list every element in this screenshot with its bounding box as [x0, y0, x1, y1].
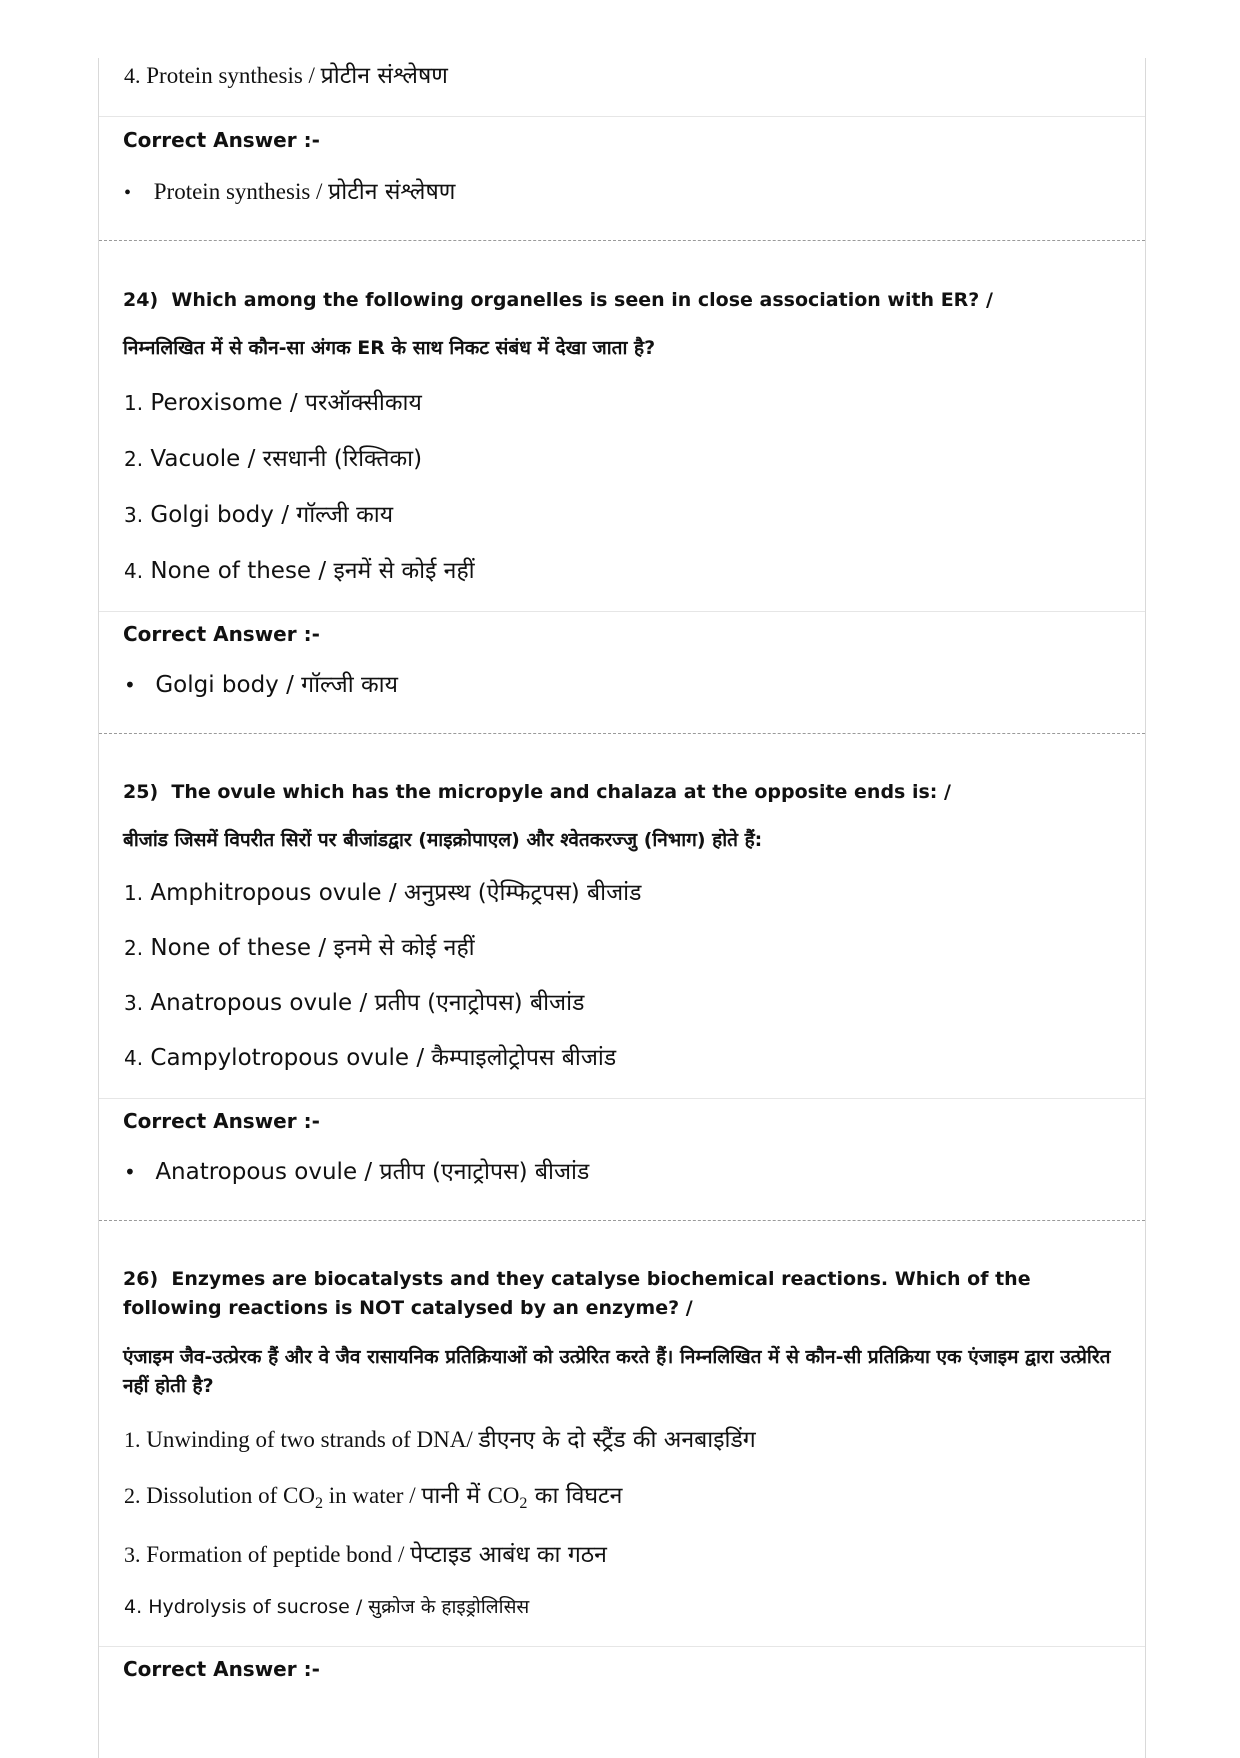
question-25-text-hi: बीजांड जिसमें विपरीत सिरों पर बीजांडद्वार (माइक्रोपाएल) और श्वेतकरज्जु (निभाग) होते हैं: [123, 829, 763, 851]
correct-answer-label: Correct Answer :- [123, 1657, 320, 1681]
prev-option-4: 4. Protein synthesis / प्रोटीन संश्लेषण [124, 63, 448, 89]
question-26-text-hi: एंजाइम जैव-उत्प्रेरक हैं और वे जैव रासायनिक प्रतिक्रियाओं को उत्प्रेरित करते हैं। निम्नलिखित में से कौन-सी प्रतिक्रिया एक एंजाइम द्वारा उत्प्रेरित नहीं होती है? [123, 1346, 1111, 1397]
question-25-text-en: 25) The ovule which has the micropyle and chalaza at the opposite ends is: / [123, 781, 951, 803]
q26-option-3: 3. Formation of peptide bond / पेप्टाइड आबंध का गठन [124, 1542, 607, 1568]
question-24-text-hi: निम्नलिखित में से कौन-सा अंगक ER के साथ निकट संबंध में देखा जाता है? [123, 337, 656, 359]
divider [99, 116, 1145, 117]
q26-option-4: 4. Hydrolysis of sucrose / सुक्रोज के हाइड्रोलिसिस [124, 1596, 530, 1618]
question-divider [99, 1220, 1145, 1221]
correct-answer-label: Correct Answer :- [123, 128, 320, 152]
question-divider [99, 240, 1145, 241]
q25-option-4: 4. Campylotropous ovule / कैम्पाइलोट्रोपस बीजांड [124, 1045, 617, 1071]
q25-option-3: 3. Anatropous ovule / प्रतीप (एनाट्रोपस) बीजांड [124, 990, 585, 1016]
q26-option-2: 2. Dissolution of $CO_2$ in water / पानी में $CO_2$ का विघटन [124, 1483, 623, 1512]
correct-answer-label: Correct Answer :- [123, 622, 320, 646]
q25-option-1: 1. Amphitropous ovule / अनुप्रस्थ (ऐम्फिट्रपस) बीजांड [124, 880, 642, 906]
bullet-icon: • [124, 1160, 136, 1184]
bullet-icon: • [124, 673, 136, 697]
q24-option-1: 1. Peroxisome / परऑक्सीकाय [124, 390, 422, 416]
q25-option-2: 2. None of these / इनमे से कोई नहीं [124, 935, 475, 961]
q24-option-3: 3. Golgi body / गॉल्जी काय [124, 502, 394, 528]
question-24-text-en: 24) Which among the following organelles is seen in close association with ER? / [123, 289, 993, 311]
question-26-text-en: 26) Enzymes are biocatalysts and they catalyse biochemical reactions. Which of the following reactions is NOT catalysed by an enzyme? / [123, 1268, 1031, 1319]
correct-answer: • Golgi body / गॉल्जी काय [124, 672, 398, 698]
correct-answer: • Anatropous ovule / प्रतीप (एनाट्रोपस) बीजांड [124, 1159, 590, 1185]
q24-option-2: 2. Vacuole / रसधानी (रिक्तिका) [124, 446, 423, 472]
question-divider [99, 733, 1145, 734]
bullet-icon: • [124, 182, 132, 204]
q24-option-4: 4. None of these / इनमें से कोई नहीं [124, 558, 475, 584]
q26-option-1: 1. Unwinding of two strands of DNA/ डीएनए के दो स्ट्रैंड की अनबाइडिंग [124, 1427, 756, 1453]
correct-answer-label: Correct Answer :- [123, 1109, 320, 1133]
divider [99, 611, 1145, 612]
correct-answer: • Protein synthesis / प्रोटीन संश्लेषण [124, 179, 456, 205]
divider [99, 1098, 1145, 1099]
divider [99, 1646, 1145, 1647]
